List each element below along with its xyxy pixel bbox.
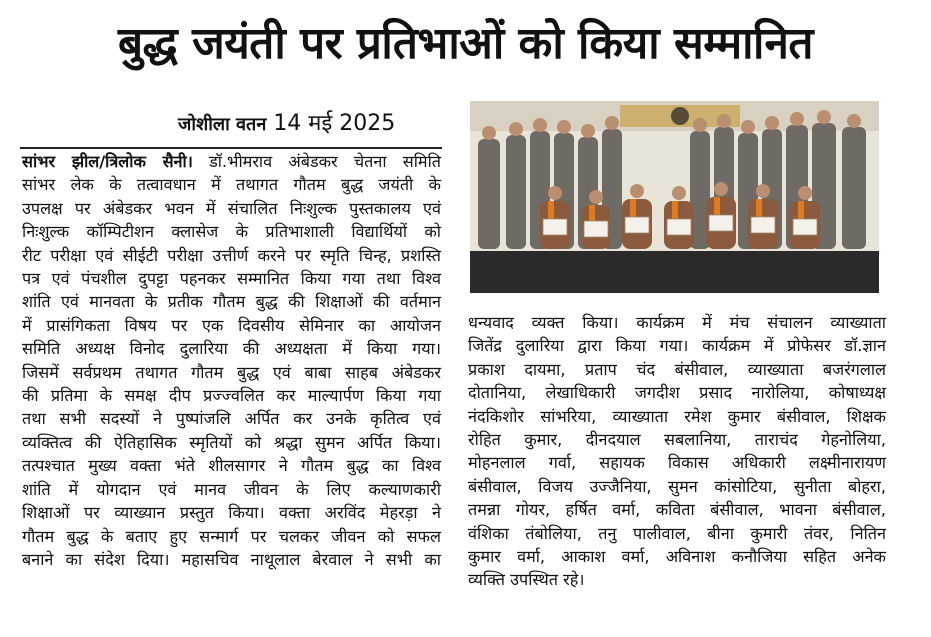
article-line: शांति एवं मानवता के प्रतीक गौतम बुद्ध की शिक्षाओं की वर्तमान bbox=[22, 292, 441, 312]
article-line: कुमार वर्मा, आकाश वर्मा, अविनाश कनौजिया सहित अनेक bbox=[468, 547, 886, 567]
article-line: पत्र एवं पंचशील दुपट्टा पहनकर सम्मानित किया गया तथा विश्व bbox=[22, 269, 441, 289]
article-line: समिति अध्यक्ष विनोद दुलारिया की अध्यक्षता में किया गया। bbox=[22, 339, 441, 359]
article-line: तमन्ना गोयर, हर्षित वर्मा, कविता बंसीवाल, भावना बंसीवाल, bbox=[468, 500, 886, 520]
publication-date: 14 मई 2025 bbox=[273, 111, 396, 136]
article-column-2 bbox=[468, 311, 886, 592]
group-photo-illustration bbox=[470, 101, 879, 293]
dateline bbox=[178, 110, 395, 139]
article-line: सांभर झील/त्रिलोक सैनी। डॉ.भीमराव अंबेडकर चेतना समिति bbox=[22, 152, 441, 171]
article-line: शिक्षाओं पर व्याख्यान प्रस्तुत किया। वक्ता अरविंद मेहरड़ा ने bbox=[22, 503, 441, 523]
byline: सांभर झील/त्रिलोक सैनी। bbox=[22, 152, 193, 171]
article-line: रीट परीक्षा एवं सीईटी परीक्षा उत्तीर्ण करने पर स्मृति चिन्ह, प्रशस्ति bbox=[22, 245, 441, 265]
article-line: व्यक्ति उपस्थित रहे। bbox=[468, 570, 585, 590]
headline: बुद्ध जयंती पर प्रतिभाओं को किया सम्मानित bbox=[118, 18, 813, 69]
article-line: जिसमें सर्वप्रथम तथागत गौतम बुद्ध एवं बाबा साहब अंबेडकर bbox=[22, 362, 441, 382]
article-line: में प्रासंगिकता विषय पर एक दिवसीय सेमिनार का आयोजन bbox=[22, 315, 441, 335]
article-line: रोहित कुमार, दीनदयाल सबलानिया, ताराचंद गेहनोलिया, bbox=[468, 430, 886, 450]
article-line: शांति में योगदान एवं मानव जीवन के लिए कल्याणकारी bbox=[22, 479, 441, 499]
article-line: नंदकिशोर सांभरिया, व्याख्याता रमेश कुमार बंसीवाल, शिक्षक bbox=[468, 406, 886, 426]
article-line: सांभर लेक के तत्वावधान में तथागत गौतम बुद्ध जयंती के bbox=[22, 175, 441, 195]
article-line: व्यक्तित्व की ऐतिहासिक स्मृतियों को श्रद्धा सुमन अर्पित किया। bbox=[22, 432, 441, 452]
article-column-1 bbox=[22, 150, 441, 571]
article-line: दोतानिया, लेखाधिकारी जगदीश प्रसाद नारोलिया, कोषाध्यक्ष bbox=[468, 383, 886, 403]
article-line: धन्यवाद व्यक्त किया। कार्यक्रम में मंच संचालन व्याख्याता bbox=[468, 313, 886, 332]
article-line: की प्रतिमा के समक्ष दीप प्रज्ज्वलित कर माल्यार्पण किया गया bbox=[22, 386, 441, 406]
article-line: मोहनलाल गर्वा, सहायक विकास अधिकारी लक्ष्मीनारायण bbox=[468, 453, 886, 473]
article-line: जितेंद्र दुलारिया द्वारा किया गया। कार्यक्रम में प्रोफेसर डॉ.ज्ञान bbox=[468, 336, 886, 356]
article-line: वंशिका तंबोलिया, तनु पालीवाल, बीना कुमारी तंवर, नितिन bbox=[468, 523, 886, 543]
dateline-divider bbox=[20, 147, 442, 149]
article-line: उपलक्ष पर अंबेडकर भवन में संचालित निःशुल्क पुस्तकालय एवं bbox=[22, 198, 441, 218]
article-photo bbox=[470, 101, 879, 293]
article-line: प्रकाश दायमा, प्रताप चंद बंसीवाल, व्याख्याता बजरंगलाल bbox=[468, 359, 886, 379]
article-line: तथा सभी सदस्यों ने पुष्पांजलि अर्पित कर उनके कृतित्व एवं bbox=[22, 409, 441, 429]
newspaper-name: जोशीला वतन bbox=[178, 114, 267, 135]
article-line: बनाने का संदेश दिया। महासचिव नाथूलाल बेरवाल ने सभी का bbox=[22, 549, 441, 569]
article-line: गौतम बुद्ध के बताए हुए सन्मार्ग पर चलकर जीवन को सफल bbox=[22, 526, 441, 546]
article-line: तत्पश्चात मुख्य वक्ता भंते शीलसागर ने गौतम बुद्ध का विश्व bbox=[22, 456, 441, 476]
article-line: निःशुल्क कॉम्पिटीशन क्लासेज के प्रतिभाशाली विद्यार्थियों को bbox=[22, 222, 441, 242]
article-line: बंसीवाल, विजय उज्जैनिया, सुमन कांसोटिया, सुनीता बोहरा, bbox=[468, 476, 886, 496]
